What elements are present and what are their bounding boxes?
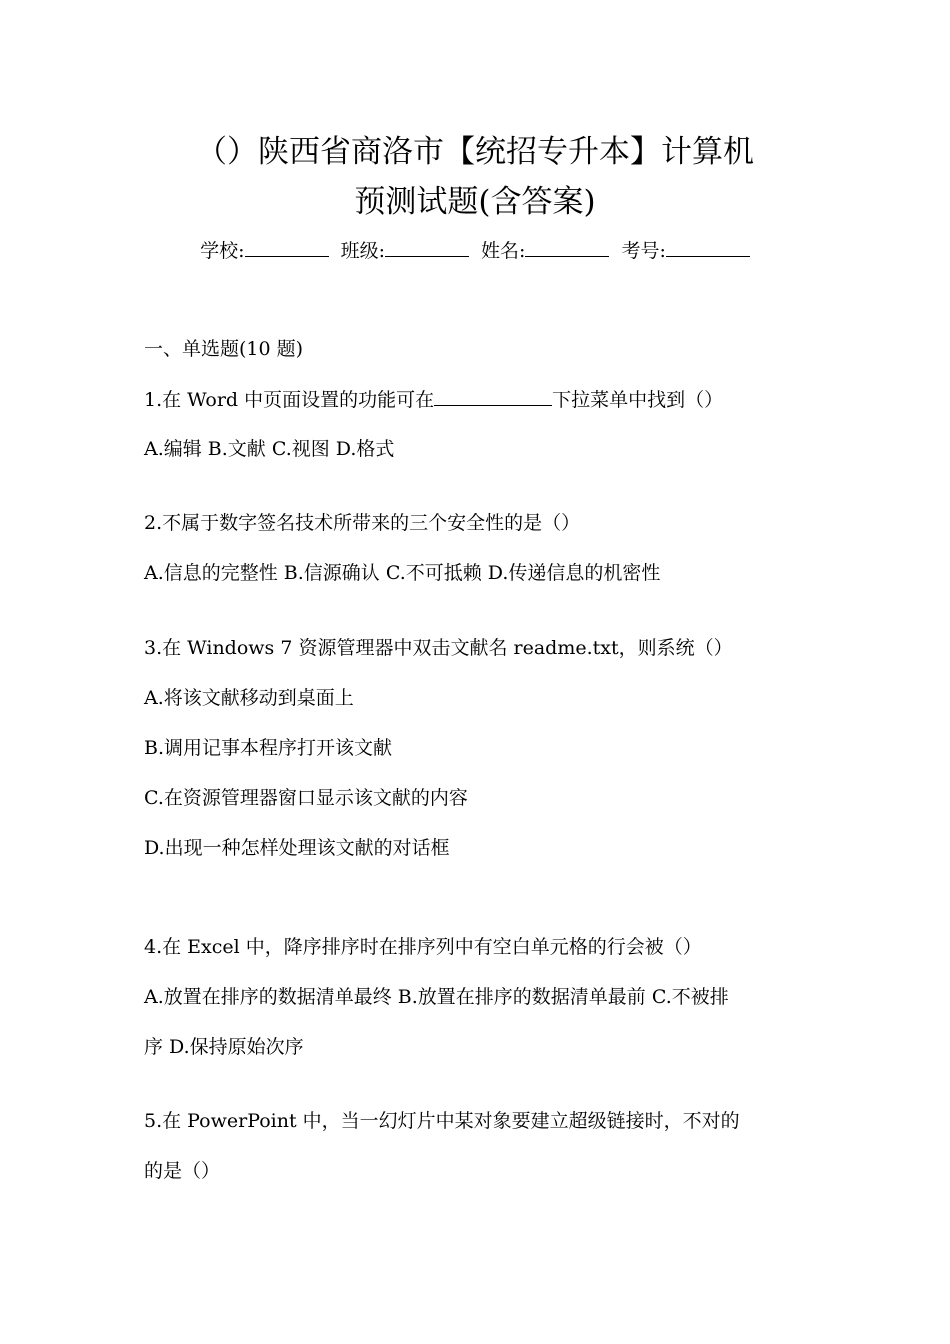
school-field (200, 240, 328, 262)
exam-number-field (621, 240, 749, 262)
question-1-blank (434, 385, 552, 406)
name-blank (525, 236, 609, 257)
school-blank (245, 236, 329, 257)
class-blank (385, 236, 469, 257)
question-2-stem: 2.不属于数字签名技术所带来的三个安全性的是（） (144, 512, 581, 534)
question-1-stem-after: 下拉菜单中找到（） (552, 389, 724, 411)
school-label: 学校: (200, 240, 245, 262)
exam-number-label: 考号: (621, 240, 666, 262)
document-title-line-2: 预测试题(含答案) (354, 184, 596, 220)
question-4-options-line-2: 序 D.保持原始次序 (144, 1036, 304, 1058)
question-3-option-c: C.在资源管理器窗口显示该文献的内容 (144, 787, 468, 809)
question-1-stem (144, 385, 814, 414)
question-3-option-a: A.将该文献移动到桌面上 (144, 687, 354, 709)
student-info-line (0, 236, 950, 265)
question-3-stem: 3.在 Windows 7 资源管理器中双击文献名 readme.txt，则系统（） (144, 637, 733, 659)
document-title-line-1: （）陕西省商洛市【统招专升本】计算机 (196, 134, 754, 170)
question-2-options: A.信息的完整性 B.信源确认 C.不可抵赖 D.传递信息的机密性 (144, 562, 661, 584)
section-heading: 一、单选题(10 题) (144, 338, 304, 360)
question-1-stem-before: 1.在 Word 中页面设置的功能可在 (144, 389, 435, 411)
name-label: 姓名: (481, 240, 526, 262)
name-field (481, 240, 609, 262)
question-3-option-b: B.调用记事本程序打开该文献 (144, 737, 393, 759)
question-5-stem-line-1: 5.在 PowerPoint 中，当一幻灯片中某对象要建立超级链接时，不对的 (144, 1110, 740, 1132)
class-field (341, 240, 469, 262)
class-label: 班级: (340, 240, 385, 262)
question-4-options-line-1: A.放置在排序的数据清单最终 B.放置在排序的数据清单最前 C.不被排 (144, 986, 729, 1008)
question-3-option-d: D.出现一种怎样处理该文献的对话框 (144, 837, 450, 859)
question-5-stem-line-2: 的是（） (144, 1160, 221, 1182)
question-4-stem: 4.在 Excel 中，降序排序时在排序列中有空白单元格的行会被（） (144, 936, 702, 958)
question-1-options: A.编辑 B.文献 C.视图 D.格式 (144, 438, 395, 460)
exam-number-blank (666, 236, 750, 257)
